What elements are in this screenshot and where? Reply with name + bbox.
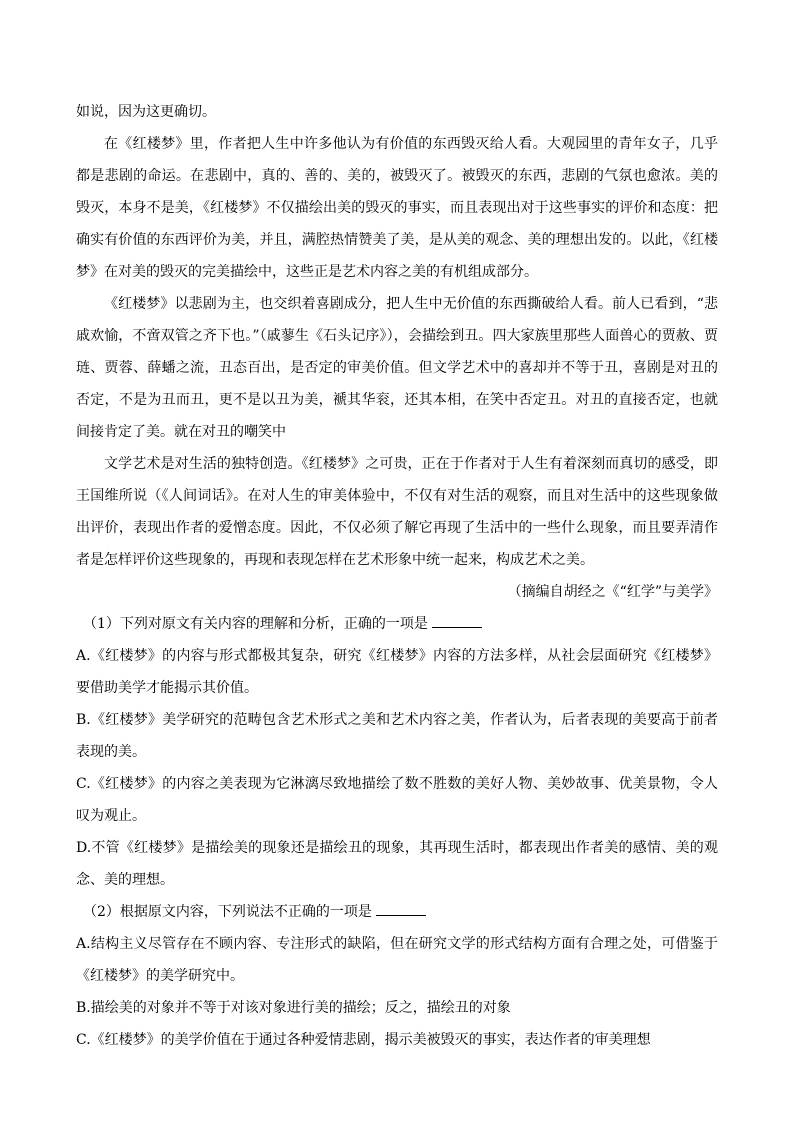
question-option: B.描绘美的对象并不等于对该对象进行美的描绘；反之，描绘丑的对象 bbox=[76, 1000, 511, 1016]
question-stem bbox=[76, 896, 718, 928]
answer-blank[interactable] bbox=[432, 613, 482, 628]
passage-paragraph: 文学艺术是对生活的独特创造。《红楼梦》之可贵，正在于作者对于人生有着深刻而真切的感受，即王国维所说（《人间词话》。在对人生的审美体验中，不仅有对生活的观察，而且对生活中的这些现象做出评价，表现出作者的爱憎态度。因此，不仅必须了解它再现了生活中的一些什么现象，而且要弄清作者是怎样评价这些现象的，再现和表现怎样在艺术形象中统一起来，构成艺术之美。 bbox=[76, 456, 718, 568]
question-option: C.《红楼梦》的内容之美表现为它淋漓尽致地描绘了数不胜数的美好人物、美妙故事、优美景物，令人叹为观止。 bbox=[76, 776, 718, 824]
question-stem bbox=[76, 608, 718, 640]
passage-source: （摘编自胡经之《“红学”与美学》 bbox=[507, 584, 718, 600]
passage-paragraph: 如说，因为这更确切。 bbox=[76, 104, 216, 120]
answer-blank[interactable] bbox=[376, 901, 426, 916]
passage-paragraph: 《红楼梦》以悲剧为主，也交织着喜剧成分，把人生中无价值的东西撕破给人看。前人已看到，“悲戚欢愉，不啻双管之齐下也。”（戚蓼生《石头记序》），会描绘到丑。四大家族里那些人面兽心的贾赦、贾琏、贾蓉、薛蟠之流，丑态百出，是否定的审美价值。但文学艺术中的喜却并不等于丑，喜剧是对丑的否定，不是为丑而丑，更不是以丑为美，褫其华衮，还其本相，在笑中否定丑。对丑的直接否定，也就间接肯定了美。就在对丑的嘲笑中 bbox=[76, 296, 718, 440]
question-option: B.《红楼梦》美学研究的范畴包含艺术形式之美和艺术内容之美，作者认为，后者表现的美要高于前者表现的美。 bbox=[76, 712, 718, 760]
question-stem-text: （2）根据原文内容，下列说法不正确的一项是 bbox=[83, 904, 372, 920]
passage-paragraph: 在《红楼梦》里，作者把人生中许多他认为有价值的东西毁灭给人看。大观园里的青年女子，几乎都是悲剧的命运。在悲剧中，真的、善的、美的，被毁灭了。被毁灭的东西，悲剧的气氛也愈浓。美的毁灭，本身不是美，《红楼梦》不仅描绘出美的毁灭的事实，而且表现出对于这些事实的评价和态度：把确实有价值的东西评价为美，并且，满腔热情赞美了美，是从美的观念、美的理想出发的。以此，《红楼梦》在对美的毁灭的完美描绘中，这些正是艺术内容之美的有机组成部分。 bbox=[76, 136, 718, 280]
question-option: A.结构主义尽管存在不顾内容、专注形式的缺陷，但在研究文学的形式结构方面有合理之处，可借鉴于《红楼梦》的美学研究中。 bbox=[76, 936, 718, 984]
question-option: D.不管《红楼梦》是描绘美的现象还是描绘丑的现象，其再现生活时，都表现出作者美的感情、美的观念、美的理想。 bbox=[76, 840, 718, 888]
question-stem-text: （1）下列对原文有关内容的理解和分析，正确的一项是 bbox=[83, 616, 428, 632]
question-option: C.《红楼梦》的美学价值在于通过各种爱情悲剧，揭示美被毁灭的事实，表达作者的审美理想 bbox=[76, 1032, 651, 1048]
question-option: A.《红楼梦》的内容与形式都极其复杂，研究《红楼梦》内容的方法多样，从社会层面研究《红楼梦》要借助美学才能揭示其价值。 bbox=[76, 648, 718, 696]
document-body bbox=[76, 96, 718, 1056]
